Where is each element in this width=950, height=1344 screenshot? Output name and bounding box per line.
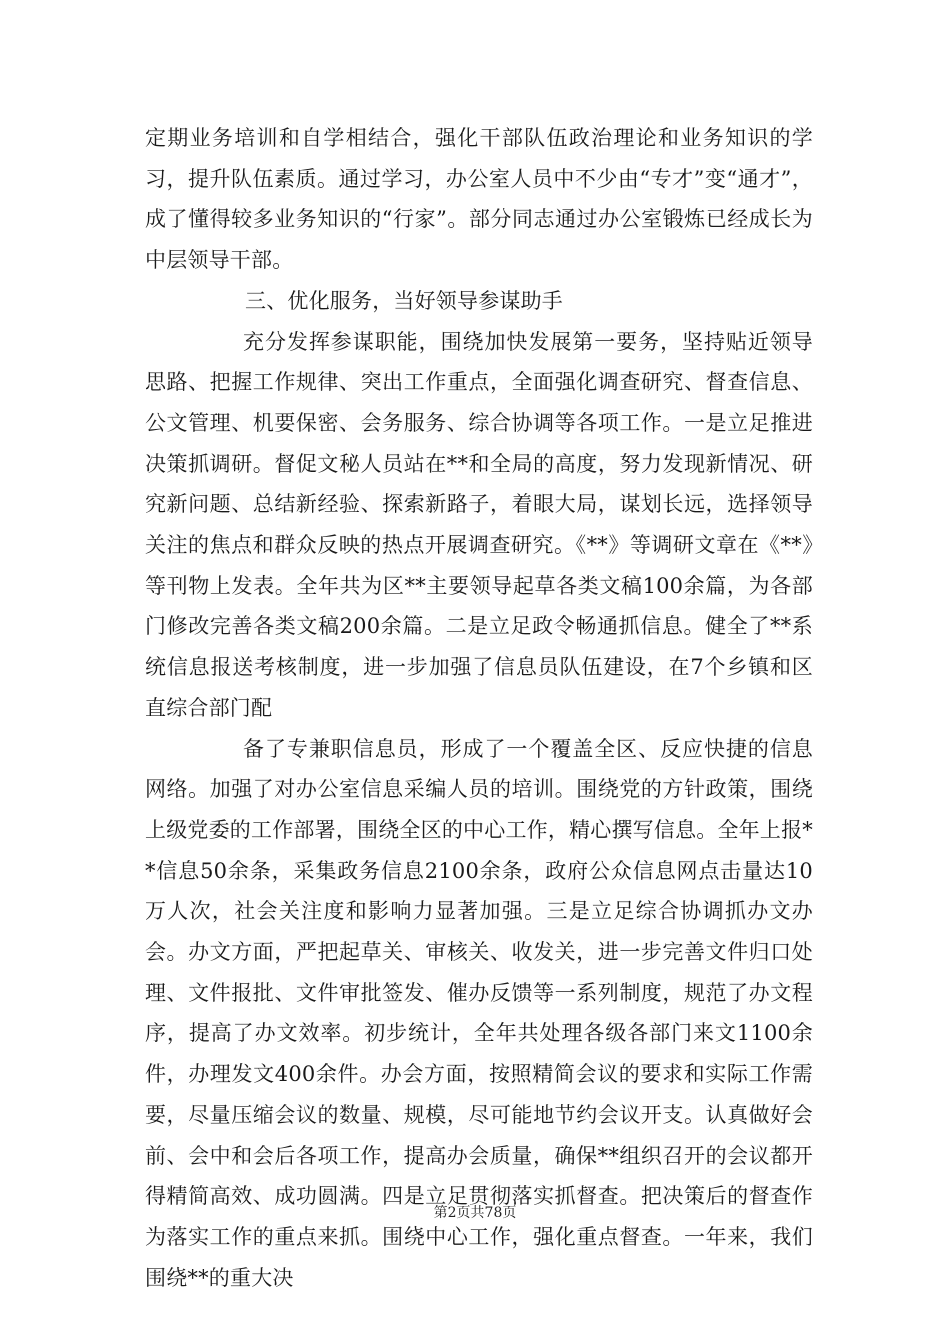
document-body xyxy=(145,118,813,1298)
section-heading: 三、优化服务，当好领导参谋助手 xyxy=(245,288,563,313)
paragraph-training: 定期业务培训和自学相结合，强化干部队伍政治理论和业务知识的学习，提升队伍素质。通过学习，办公室人员中不少由“专才”变“通才”，成了懂得较多业务知识的“行家”。部分同志通过办公室锻炼已经成长为中层领导干部。 xyxy=(145,126,813,273)
paragraph-information: 备了专兼职信息员，形成了一个覆盖全区、反应快捷的信息网络。加强了对办公室信息采编人员的培训。围绕党的方针政策，围绕上级党委的工作部署，围绕全区的中心工作，精心撰写信息。全年上报**信息50余条，采集政务信息2100余条，政府公众信息网点击量达10万人次，社会关注度和影响力显著加强。三是立足综合协调抓办文办会。办文方面，严把起草关、审核关、收发关，进一步完善文件归口处理、文件报批、文件审批签发、催办反馈等一系列制度，规范了办文程序，提高了办文效率。初步统计，全年共处理各级各部门来文1100余件，办理发文400余件。办会方面，按照精简会议的要求和实际工作需要，尽量压缩会议的数量、规模，尽可能地节约会议开支。认真做好会前、会中和会后各项工作，提高办会质量，确保**组织召开的会议都开得精简高效、成功圆满。四是立足贯彻落实抓督查。把决策后的督查作为落实工作的重点来抓。围绕中心工作，强化重点督查。一年来，我们围绕**的重大决 xyxy=(145,736,813,1290)
page-number: 第2页共78页 xyxy=(433,1205,517,1221)
paragraph-service: 充分发挥参谋职能，围绕加快发展第一要务，坚持贴近领导思路、把握工作规律、突出工作重点，全面强化调查研究、督查信息、公文管理、机要保密、会务服务、综合协调等各项工作。一是立足推进决策抓调研。督促文秘人员站在**和全局的高度，努力发现新情况、研究新问题、总结新经验、探索新路子，着眼大局，谋划长远，选择领导关注的焦点和群众反映的热点开展调查研究。《**》等调研文章在《**》等刊物上发表。全年共为区**主要领导起草各类文稿100余篇，为各部门修改完善各类文稿200余篇。二是立足政令畅通抓信息。健全了**系统信息报送考核制度，进一步加强了信息员队伍建设，在7个乡镇和区直综合部门配 xyxy=(145,329,813,720)
